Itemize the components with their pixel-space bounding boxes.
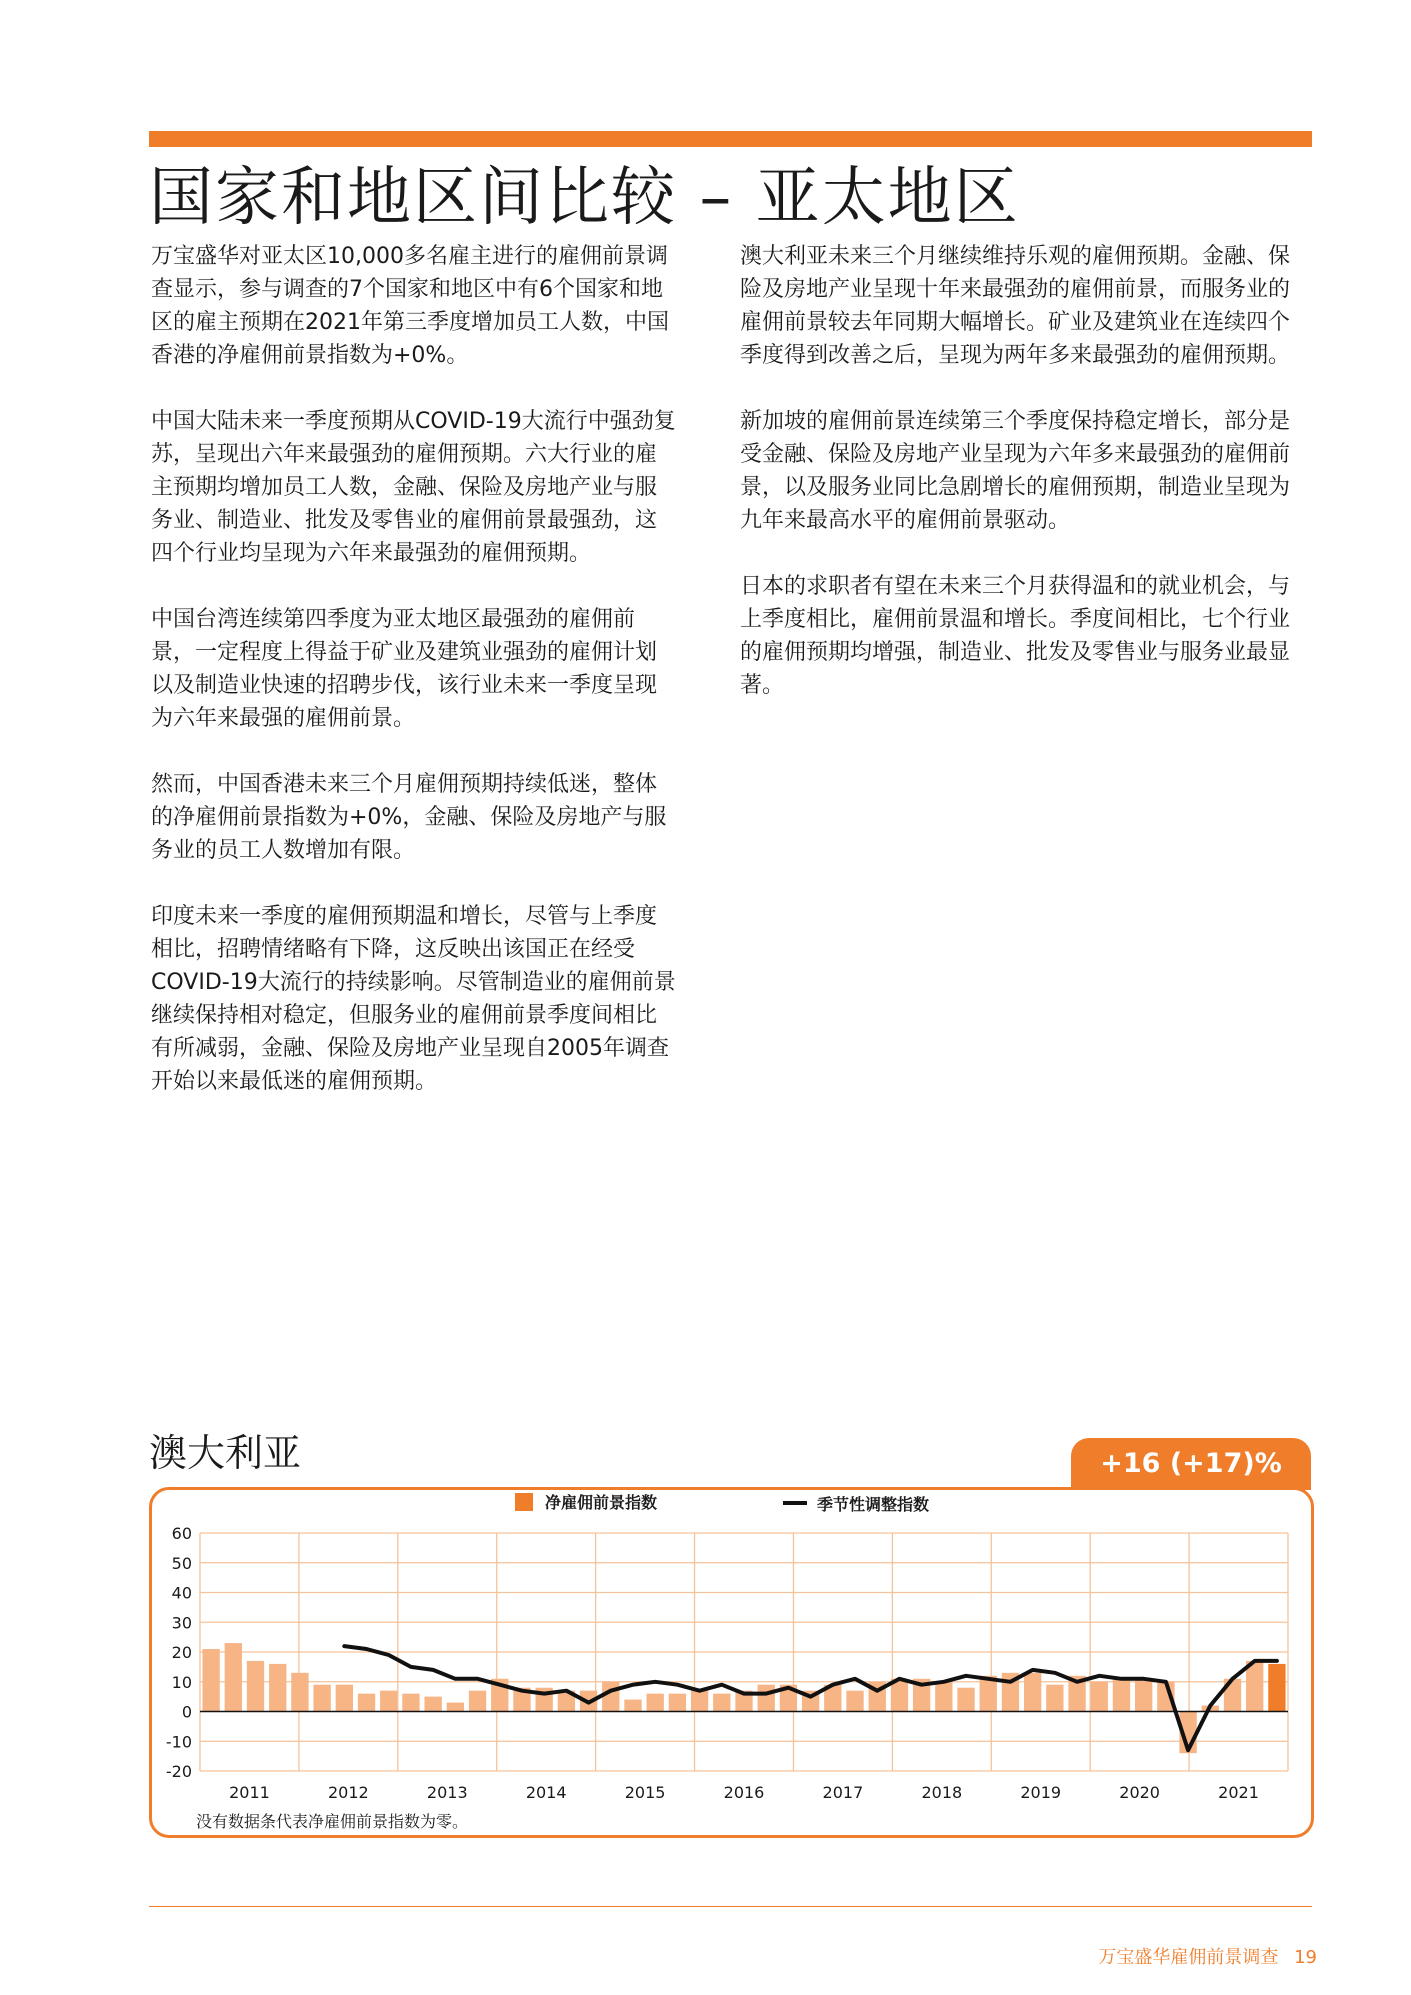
- left-column: [151, 240, 676, 1131]
- paragraph-left-3: 中国台湾连续第四季度为亚太地区最强劲的雇佣前景，一定程度上得益于矿业及建筑业强劲的雇佣计划以及制造业快速的招聘步伐，该行业未来一季度呈现为六年来最强的雇佣前景。: [151, 607, 658, 731]
- y-tick-label: 10: [171, 1672, 192, 1692]
- bar-net-outlook: [269, 1664, 286, 1712]
- chart-title: 澳大利亚: [149, 1431, 302, 1475]
- x-tick-label: 2014: [525, 1783, 567, 1802]
- bar-net-outlook: [1135, 1679, 1152, 1712]
- tick-layer: [166, 1524, 1259, 1802]
- legend-bar-swatch: [515, 1493, 533, 1511]
- bar-net-outlook: [1024, 1673, 1041, 1712]
- bar-net-outlook: [202, 1649, 219, 1711]
- paragraph-left-2: 中国大陆未来一季度预期从COVID-19大流行中强劲复苏，呈现出六年来最强劲的雇佣预期。六大行业的雇主预期均增加员工人数，金融、保险及房地产业与服务业、制造业、批发及零售业的雇佣前景最强劲，这四个行业均呈现为六年来最强劲的雇佣预期。: [151, 409, 676, 566]
- bar-net-outlook: [424, 1697, 441, 1712]
- bar-net-outlook: [1046, 1685, 1063, 1712]
- outlook-chart: [149, 1487, 1314, 1838]
- bar-net-outlook: [313, 1685, 330, 1712]
- bar-net-outlook: [358, 1694, 375, 1712]
- bar-net-outlook: [447, 1703, 464, 1712]
- headline-value-badge: +16 (+17)%: [1071, 1438, 1311, 1490]
- bar-net-outlook: [225, 1643, 242, 1711]
- paragraph-right-3: 日本的求职者有望在未来三个月获得温和的就业机会，与上季度相比，雇佣前景温和增长。季度间相比，七个行业的雇佣预期均增强，制造业、批发及零售业与服务业最显著。: [740, 574, 1291, 698]
- bar-net-outlook: [647, 1694, 664, 1712]
- page-title: 国家和地区间比较 – 亚太地区: [149, 161, 1020, 235]
- x-tick-label: 2013: [426, 1783, 468, 1802]
- bar-net-outlook: [758, 1685, 775, 1712]
- bar-net-outlook: [691, 1691, 708, 1712]
- bar-net-outlook: [602, 1682, 619, 1712]
- grid-layer: [200, 1533, 1288, 1771]
- x-tick-label: 2012: [328, 1783, 369, 1802]
- bar-net-outlook: [1091, 1682, 1108, 1712]
- bar-net-outlook: [713, 1694, 730, 1712]
- bar-net-outlook: [1246, 1661, 1263, 1712]
- paragraph-left-1: 万宝盛华对亚太区10,000多名雇主进行的雇佣前景调查显示，参与调查的7个国家和地区中有6个国家和地区的雇主预期在2021年第三季度增加员工人数，中国香港的净雇佣前景指数为+0%。: [151, 244, 669, 368]
- y-tick-label: -10: [165, 1732, 192, 1752]
- bar-net-outlook: [935, 1682, 952, 1712]
- bar-net-outlook: [1113, 1679, 1130, 1712]
- x-tick-label: 2019: [1020, 1783, 1062, 1802]
- x-tick-label: 2011: [229, 1783, 270, 1802]
- paragraph-left-4: 然而，中国香港未来三个月雇佣预期持续低迷，整体的净雇佣前景指数为+0%，金融、保险及房地产与服务业的员工人数增加有限。: [151, 772, 667, 863]
- legend: [515, 1493, 929, 1514]
- legend-bar-label: 净雇佣前景指数: [545, 1493, 658, 1512]
- bar-net-outlook: [247, 1661, 264, 1712]
- paragraph-right-2: 新加坡的雇佣前景连续第三个季度保持稳定增长，部分是受金融、保险及房地产业呈现为六年多来最强劲的雇佣前景，以及服务业同比急剧增长的雇佣预期，制造业呈现为九年来最高水平的雇佣前景驱动。: [740, 409, 1291, 533]
- x-tick-label: 2016: [723, 1783, 765, 1802]
- bar-net-outlook: [336, 1685, 353, 1712]
- bar-net-outlook: [402, 1694, 419, 1712]
- x-tick-label: 2021: [1218, 1783, 1259, 1802]
- bar-net-outlook: [1268, 1664, 1285, 1712]
- bar-net-outlook: [669, 1694, 686, 1712]
- x-tick-label: 2018: [921, 1783, 963, 1802]
- footer: [1098, 1946, 1317, 1970]
- y-tick-label: 50: [171, 1553, 192, 1573]
- bar-net-outlook: [957, 1688, 974, 1712]
- bar-layer: [202, 1643, 1285, 1753]
- x-tick-label: 2017: [822, 1783, 864, 1802]
- y-tick-label: -20: [165, 1762, 192, 1781]
- footer-divider: [149, 1906, 1312, 1907]
- paragraph-right-1: 澳大利亚未来三个月继续维持乐观的雇佣预期。金融、保险及房地产业呈现十年来最强劲的雇佣前景，而服务业的雇佣前景较去年同期大幅增长。矿业及建筑业在连续四个季度得到改善之后，呈现为两年多来最强劲的雇佣预期。: [740, 244, 1291, 368]
- bar-net-outlook: [469, 1691, 486, 1712]
- y-tick-label: 20: [171, 1643, 192, 1662]
- page-number: 19: [1294, 1947, 1317, 1968]
- footer-title: 万宝盛华雇佣前景调查: [1098, 1947, 1279, 1968]
- bar-net-outlook: [846, 1691, 863, 1712]
- x-tick-label: 2020: [1119, 1783, 1160, 1802]
- right-column: [740, 240, 1300, 735]
- y-tick-label: 30: [171, 1613, 192, 1633]
- bar-net-outlook: [380, 1691, 397, 1712]
- bar-net-outlook: [624, 1700, 641, 1712]
- top-accent-bar: [149, 131, 1312, 147]
- y-tick-label: 60: [171, 1524, 192, 1543]
- chart-footnote: 没有数据条代表净雇佣前景指数为零。: [196, 1812, 469, 1831]
- paragraph-left-5: 印度未来一季度的雇佣预期温和增长，尽管与上季度相比，招聘情绪略有下降，这反映出该国正在经受COVID-19大流行的持续影响。尽管制造业的雇佣前景继续保持相对稳定，但服务业的雇佣前景季度间相比有所减弱，金融、保险及房地产业呈现自2005年调查开始以来最低迷的雇佣预期。: [151, 904, 676, 1094]
- y-tick-label: 0: [181, 1702, 192, 1722]
- y-tick-label: 40: [171, 1583, 192, 1603]
- bar-net-outlook: [291, 1673, 308, 1712]
- legend-line-label: 季节性调整指数: [817, 1495, 930, 1514]
- x-tick-label: 2015: [624, 1783, 666, 1802]
